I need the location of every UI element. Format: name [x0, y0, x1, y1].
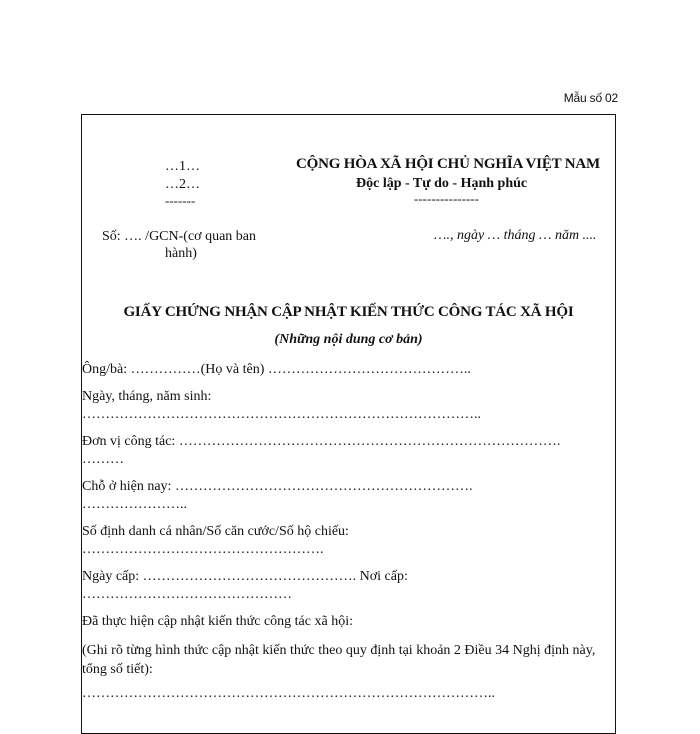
field-instruction-note: (Ghi rõ từng hình thức cập nhật kiến thức theo quy định tại khoản 2 Điều 34 Nghị định này, tổng số tiết): [82, 643, 596, 677]
field-dob-dots: ………………………………………………………………………….. [82, 407, 481, 422]
field-work-unit: Đơn vị công tác: ………………………………………………………………………. [82, 434, 561, 449]
field-address: Chỗ ở hiện nay: ………………………………………………………. [82, 479, 473, 494]
field-dob-label: Ngày, tháng, năm sinh: [82, 389, 212, 404]
field-id-dots: ……………………………………………. [82, 542, 324, 557]
field-name: Ông/bà: ……………(Họ và tên) …………………………………….. [82, 362, 471, 377]
issuer-separator: ------- [165, 193, 196, 208]
field-address-dots: ………………….. [82, 497, 187, 512]
national-motto: Độc lập - Tự do - Hạnh phúc [356, 176, 528, 191]
document-number-continuation: hành) [165, 246, 197, 261]
field-completed-update: Đã thực hiện cập nhật kiến thức công tác xã hội: [82, 614, 353, 629]
national-name: CỘNG HÒA XÃ HỘI CHỦ NGHĨA VIỆT NAM [296, 156, 600, 172]
field-issue-date-place: Ngày cấp: ………………………………………. Nơi cấp: [82, 569, 408, 584]
issuer-line-1: …1… [165, 159, 200, 174]
date-place-line: …., ngày … tháng … năm .... [434, 228, 597, 243]
document-number: Số: …. /GCN-(cơ quan ban [102, 229, 256, 244]
form-code: Mẫu số 02 [563, 91, 618, 105]
certificate-title: GIẤY CHỨNG NHẬN CẬP NHẬT KIẾN THỨC CÔNG TÁC XÃ HỘI [123, 304, 574, 320]
field-issue-dots: ……………………………………… [82, 587, 292, 602]
field-id-label: Số định danh cá nhân/Số căn cước/Số hộ chiếu: [82, 524, 349, 539]
field-work-unit-dots: ……… [82, 452, 124, 467]
motto-separator: --------------- [414, 191, 479, 206]
field-final-dots: …………………………………………………………………………….. [82, 686, 495, 701]
certificate-subtitle: (Những nội dung cơ bản) [274, 332, 423, 347]
issuer-line-2: …2… [165, 177, 200, 192]
